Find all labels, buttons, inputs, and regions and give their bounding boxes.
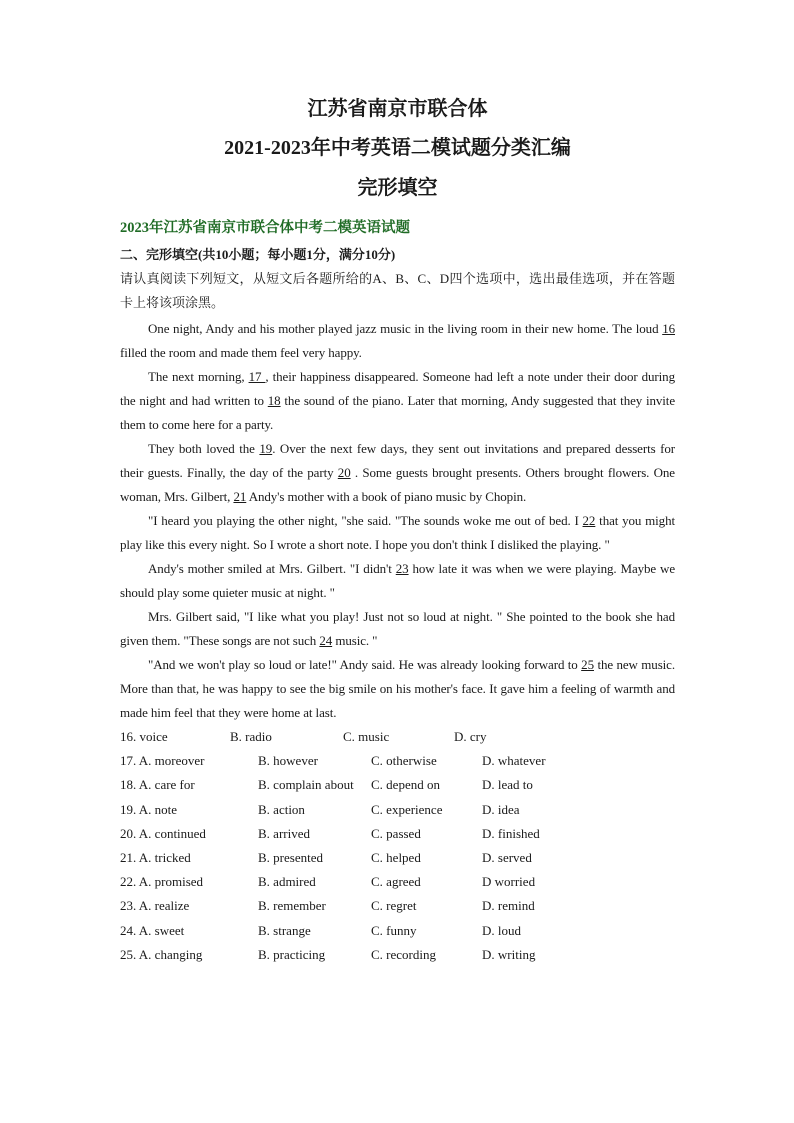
option-d: D. served bbox=[482, 849, 532, 865]
document-title-subject: 2021-2023年中考英语二模试题分类汇编 bbox=[224, 137, 571, 159]
option-a: 21. A. tricked bbox=[120, 849, 191, 865]
passage-text: One night, Andy and his mother played jazz music in the living room in their new home. The loud bbox=[148, 321, 663, 336]
option-d: D. remind bbox=[482, 898, 535, 914]
option-d: D worried bbox=[482, 874, 536, 890]
passage-paragraph bbox=[120, 509, 675, 557]
passage-paragraph bbox=[120, 653, 675, 725]
option-b: B. admired bbox=[258, 874, 316, 890]
option-c: C. agreed bbox=[371, 874, 421, 890]
blank-24: 24 bbox=[319, 633, 333, 648]
document-title-region: 江苏省南京市联合体 bbox=[307, 98, 488, 120]
section-heading: 二、完形填空(共10小题；每小题1分，满分10分) bbox=[120, 247, 396, 262]
option-c: C. depend on bbox=[371, 777, 440, 793]
option-c: C. passed bbox=[371, 825, 421, 841]
passage-text: how late it was when we were playing. Maybe we should play some quieter music at night. " bbox=[120, 561, 676, 600]
option-c: C. music bbox=[343, 729, 390, 744]
option-row bbox=[120, 798, 675, 822]
option-a: 22. A. promised bbox=[120, 874, 204, 890]
option-a: 25. A. changing bbox=[120, 946, 203, 962]
option-a: 24. A. sweet bbox=[120, 922, 185, 938]
passage-paragraph bbox=[120, 365, 675, 437]
option-b: B. arrived bbox=[258, 825, 310, 841]
blank-18: 18 bbox=[267, 393, 281, 408]
passage-text: The next morning, bbox=[148, 369, 249, 384]
option-d: D. finished bbox=[482, 825, 540, 841]
blank-25: 25 bbox=[581, 657, 594, 672]
option-c: C. regret bbox=[371, 898, 417, 914]
option-a: 19. A. note bbox=[120, 801, 178, 817]
blank-23: 23 bbox=[395, 561, 409, 576]
section-title: 2023年江苏省南京市联合体中考二模英语试题 bbox=[120, 220, 410, 236]
blank-22: 22 bbox=[582, 513, 596, 528]
option-row bbox=[120, 846, 675, 870]
option-b: B. remember bbox=[258, 898, 326, 914]
option-a: 18. A. care for bbox=[120, 777, 195, 793]
passage-paragraph bbox=[120, 605, 675, 653]
option-row bbox=[120, 870, 675, 894]
option-d: D. lead to bbox=[482, 777, 533, 793]
option-row bbox=[120, 822, 675, 846]
passage-text: "And we won't play so loud or late!" Andy said. He was already looking forward to bbox=[148, 657, 582, 672]
passage-paragraph bbox=[120, 557, 675, 605]
instruction-text: 请认真阅读下列短文，从短文后各题所给的A、B、C、D四个选项中，选出最佳选项，并在答题卡上将该项涂黑。 bbox=[120, 271, 675, 310]
option-c: C. funny bbox=[371, 922, 417, 938]
passage-text: the new music. More than that, he was happy to see the big smile on his mother's face. It gave him a feeling of warmth and made him feel that they were home at last. bbox=[120, 657, 676, 720]
option-d: D. cry bbox=[454, 729, 487, 744]
passage-paragraph bbox=[120, 317, 675, 365]
option-d: D. idea bbox=[482, 801, 520, 817]
option-b: B. complain about bbox=[258, 777, 354, 793]
option-row bbox=[120, 943, 675, 967]
passage-text: . Some guests brought presents. Others brought flowers. One woman, Mrs. Gilbert, bbox=[120, 465, 675, 504]
passage-text: , their happiness disappeared. Someone had left a note under their door during the night and had written to bbox=[120, 369, 675, 408]
passage-text: Andy's mother smiled at Mrs. Gilbert. "I didn't bbox=[148, 561, 396, 576]
option-b: B. practicing bbox=[258, 946, 326, 962]
option-b: B. strange bbox=[258, 922, 311, 938]
passage-text: "I heard you playing the other night, "she said. "The sounds woke me out of bed. I bbox=[148, 513, 583, 528]
option-b: B. action bbox=[258, 801, 305, 817]
option-b: B. radio bbox=[230, 729, 272, 744]
blank-21: 21 bbox=[233, 489, 247, 504]
passage-text: filled the room and made them feel very happy. bbox=[120, 345, 362, 360]
option-c: C. helped bbox=[371, 849, 421, 865]
option-row bbox=[120, 894, 675, 918]
blank-17: 17 bbox=[248, 369, 266, 384]
option-c: C. recording bbox=[371, 946, 436, 962]
option-row bbox=[120, 773, 675, 797]
option-d: D. loud bbox=[482, 922, 521, 938]
option-b: B. however bbox=[258, 753, 318, 769]
answer-options bbox=[120, 725, 675, 967]
option-row bbox=[120, 919, 675, 943]
option-a: 23. A. realize bbox=[120, 898, 190, 914]
document-title-topic: 完形填空 bbox=[357, 177, 438, 199]
passage bbox=[120, 317, 675, 725]
option-a: 16. voice bbox=[120, 729, 168, 744]
option-row bbox=[120, 749, 675, 773]
option-c: C. experience bbox=[371, 801, 443, 817]
blank-20: 20 bbox=[337, 465, 351, 480]
passage-text: that you might play like this every night. So I wrote a short note. I hope you don't think I disliked the playing. " bbox=[120, 513, 675, 552]
option-d: D. writing bbox=[482, 946, 536, 962]
passage-text: Andy's mother with a book of piano music by Chopin. bbox=[246, 489, 527, 504]
passage-text: Mrs. Gilbert said, "I like what you play! Just not so loud at night. " She pointed to the book she had given them. "These songs are not such bbox=[120, 609, 675, 648]
blank-16: 16 bbox=[662, 321, 675, 336]
option-d: D. whatever bbox=[482, 753, 546, 769]
passage-text: music. " bbox=[332, 633, 378, 648]
document-page bbox=[120, 0, 675, 967]
passage-paragraph bbox=[120, 437, 675, 509]
blank-19: 19 bbox=[259, 441, 273, 456]
option-b: B. presented bbox=[258, 849, 323, 865]
passage-text: . Over the next few days, they sent out invitations and prepared desserts for their guests. Finally, the day of the party bbox=[120, 441, 675, 480]
passage-text: They both loved the bbox=[148, 441, 260, 456]
option-c: C. otherwise bbox=[371, 753, 437, 769]
option-a: 17. A. moreover bbox=[120, 753, 205, 769]
option-row bbox=[120, 725, 675, 749]
option-a: 20. A. continued bbox=[120, 825, 206, 841]
passage-text: the sound of the piano. Later that morning, Andy suggested that they invite them to come here for a party. bbox=[120, 393, 675, 432]
